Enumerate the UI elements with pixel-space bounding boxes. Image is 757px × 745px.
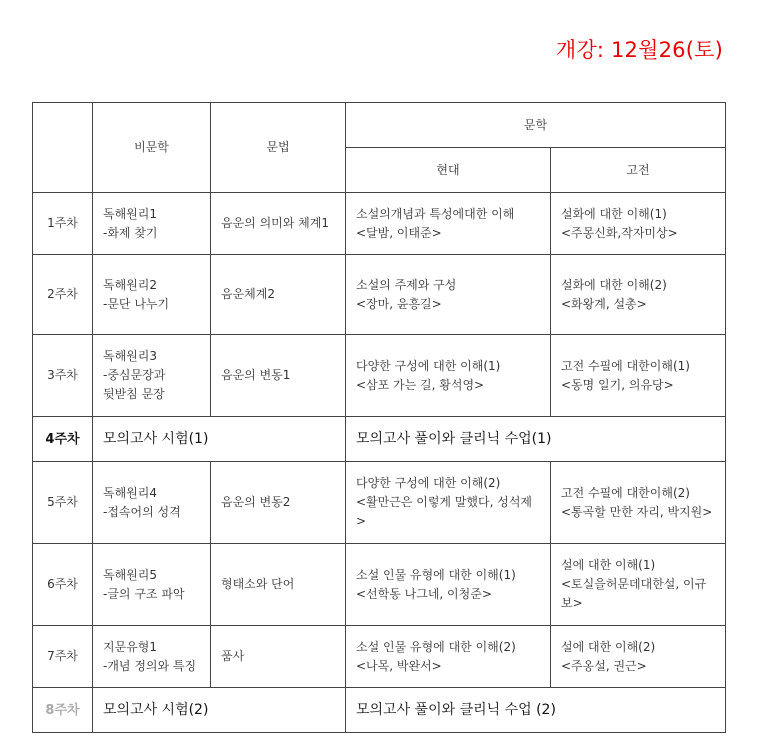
rows.4.nonlit-line: 독해원리4 bbox=[103, 485, 158, 500]
curriculum-table bbox=[32, 102, 726, 733]
header-modern: 현대 bbox=[346, 148, 551, 193]
exam-row bbox=[33, 688, 726, 733]
classic-lit-cell bbox=[551, 255, 726, 335]
rows.2.classic-line: <동명 일기, 의유당> bbox=[561, 377, 674, 392]
rows.6.modern-line: 소설 인물 유형에 대한 이해(2) bbox=[356, 639, 516, 654]
modern-lit-cell bbox=[346, 193, 551, 255]
mock-exam-cell: 모의고사 시험(1) bbox=[93, 417, 346, 462]
rows.2.classic-line: 고전 수필에 대한이해(1) bbox=[561, 358, 690, 373]
week-row bbox=[33, 335, 726, 417]
nonlit-cell bbox=[93, 335, 211, 417]
rows.6.modern-line: <나목, 박완서> bbox=[356, 658, 442, 673]
rows.1.nonlit-line: -문단 나누기 bbox=[103, 296, 170, 311]
rows.4.modern-line: <활만근은 이렇게 말했다, 성석제> bbox=[356, 495, 533, 528]
week-row bbox=[33, 462, 726, 544]
week-row bbox=[33, 626, 726, 688]
rows.6.classic-line: <주옹설, 권근> bbox=[561, 658, 647, 673]
rows.6.nonlit-line: -개념 정의와 특징 bbox=[103, 658, 197, 673]
rows.2.nonlit-line: 독해원리3 bbox=[103, 349, 158, 363]
rows.0.classic-line: 설화에 대한 이해(1) bbox=[561, 206, 667, 221]
week-label: 3주차 bbox=[33, 335, 93, 417]
grammar-cell: 음운의 의미와 체계1 bbox=[211, 193, 346, 255]
rows.5.nonlit-line: -글의 구조 파악 bbox=[103, 586, 185, 601]
week-label: 2주차 bbox=[33, 255, 93, 335]
rows.0.nonlit-line: 독해원리1 bbox=[103, 206, 158, 221]
week-row bbox=[33, 255, 726, 335]
modern-lit-cell bbox=[346, 462, 551, 544]
rows.2.modern-line: <삼포 가는 길, 황석영> bbox=[356, 377, 485, 392]
classic-lit-cell bbox=[551, 462, 726, 544]
rows.6.nonlit-line: 지문유형1 bbox=[103, 639, 158, 654]
exam-row bbox=[33, 417, 726, 462]
rows.1.classic-line: <화왕계, 설총> bbox=[561, 296, 647, 311]
rows.5.modern-line: <선학동 나그네, 이청준> bbox=[356, 586, 492, 601]
classic-lit-cell bbox=[551, 193, 726, 255]
mock-exam-cell: 모의고사 시험(2) bbox=[93, 688, 346, 733]
header-nonlit: 비문학 bbox=[93, 103, 211, 193]
grammar-cell: 음운의 변동1 bbox=[211, 335, 346, 417]
grammar-cell: 품사 bbox=[211, 626, 346, 688]
rows.0.modern-line: <달밤, 이태준> bbox=[356, 225, 442, 240]
rows.5.classic-line: 설에 대한 이해(1) bbox=[561, 558, 656, 572]
rows.1.modern-line: 소설의 주제와 구성 bbox=[356, 277, 457, 292]
week-label: 8주차 bbox=[33, 688, 93, 733]
nonlit-cell bbox=[93, 255, 211, 335]
review-clinic-cell: 모의고사 풀이와 클리닉 수업 (2) bbox=[346, 688, 726, 733]
week-row bbox=[33, 544, 726, 626]
modern-lit-cell bbox=[346, 626, 551, 688]
rows.5.classic-line: 보> bbox=[561, 596, 583, 610]
classic-lit-cell bbox=[551, 544, 726, 626]
rows.5.modern-line: 소설 인물 유형에 대한 이해(1) bbox=[356, 567, 516, 582]
rows.2.modern-line: 다양한 구성에 대한 이해(1) bbox=[356, 358, 501, 373]
rows.4.classic-line: <통곡할 만한 자리, 박지원> bbox=[561, 504, 713, 519]
modern-lit-cell bbox=[346, 335, 551, 417]
grammar-cell: 형태소와 단어 bbox=[211, 544, 346, 626]
week-label: 5주차 bbox=[33, 462, 93, 544]
rows.2.nonlit-line: -중심문장과 bbox=[103, 368, 166, 382]
rows.0.nonlit-line: -화제 찾기 bbox=[103, 225, 158, 240]
rows.1.nonlit-line: 독해원리2 bbox=[103, 277, 158, 292]
header-classic: 고전 bbox=[551, 148, 726, 193]
schedule-body bbox=[33, 193, 726, 733]
rows.0.modern-line: 소설의개념과 특성에대한 이해 bbox=[356, 206, 515, 221]
rows.2.nonlit-line: 뒷받침 문장 bbox=[103, 387, 165, 401]
header-grammar: 문법 bbox=[211, 103, 346, 193]
classic-lit-cell bbox=[551, 626, 726, 688]
rows.0.classic-line: <주몽신화,작자미상> bbox=[561, 225, 678, 240]
header-literature: 문학 bbox=[346, 103, 726, 148]
rows.4.nonlit-line: -접속어의 성격 bbox=[103, 504, 181, 519]
nonlit-cell bbox=[93, 462, 211, 544]
nonlit-cell bbox=[93, 544, 211, 626]
week-label: 7주차 bbox=[33, 626, 93, 688]
week-row bbox=[33, 193, 726, 255]
nonlit-cell bbox=[93, 626, 211, 688]
rows.6.classic-line: 설에 대한 이해(2) bbox=[561, 639, 656, 654]
corner-cell bbox=[33, 103, 93, 193]
week-label: 4주차 bbox=[33, 417, 93, 462]
classic-lit-cell bbox=[551, 335, 726, 417]
rows.4.classic-line: 고전 수필에 대한이해(2) bbox=[561, 485, 690, 500]
grammar-cell: 음운체계2 bbox=[211, 255, 346, 335]
modern-lit-cell bbox=[346, 255, 551, 335]
opening-date: 개강: 12월26(토) bbox=[555, 38, 723, 62]
rows.1.modern-line: <장마, 윤흥길> bbox=[356, 296, 442, 311]
modern-lit-cell bbox=[346, 544, 551, 626]
grammar-cell: 음운의 변동2 bbox=[211, 462, 346, 544]
nonlit-cell bbox=[93, 193, 211, 255]
rows.5.nonlit-line: 독해원리5 bbox=[103, 567, 158, 582]
review-clinic-cell: 모의고사 풀이와 클리닉 수업(1) bbox=[346, 417, 726, 462]
rows.5.classic-line: <토실을허문데대한설, 이규 bbox=[561, 577, 707, 591]
rows.4.modern-line: 다양한 구성에 대한 이해(2) bbox=[356, 476, 501, 490]
rows.1.classic-line: 설화에 대한 이해(2) bbox=[561, 277, 667, 292]
week-label: 6주차 bbox=[33, 544, 93, 626]
week-label: 1주차 bbox=[33, 193, 93, 255]
